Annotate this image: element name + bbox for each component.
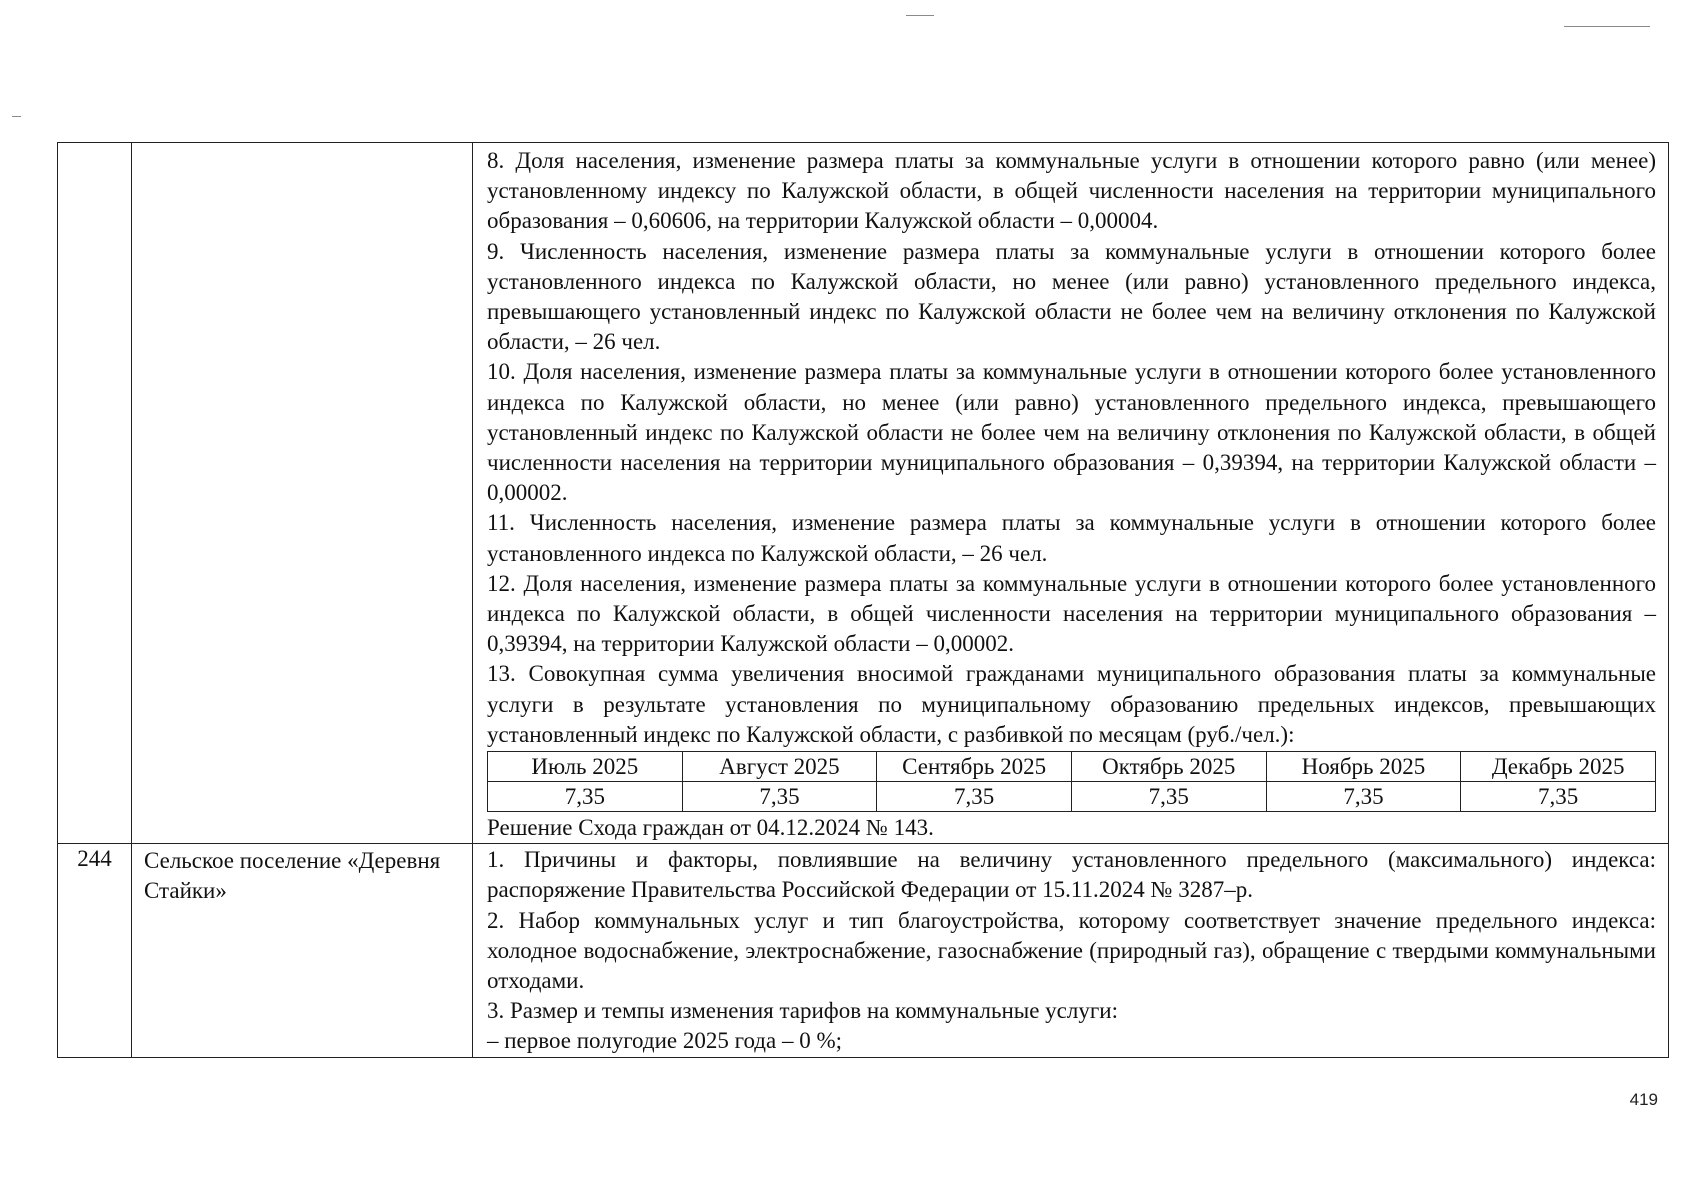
description-cell [473, 143, 1669, 844]
row-number-cell: 244 [58, 844, 132, 1057]
municipality-name-cell: Сельское поселение «Деревня Стайки» [132, 844, 473, 1057]
paragraph-13: 13. Совокупная сумма увеличения вносимой гражданами муниципального образования платы за коммунальные услуги в результате установления по муниципальному образованию предельных индексов, превышающих установленный индекс по Калужской области, с разбивкой по месяцам (руб./чел.): [487, 661, 1656, 747]
month-header: Ноябрь 2025 [1266, 752, 1461, 782]
scan-mark [1564, 26, 1650, 27]
month-header: Июль 2025 [488, 752, 683, 782]
paragraph-11: 11. Численность населения, изменение размера платы за коммунальные услуги в отношении которого более установленного индекса по Калужской области, – 26 чел. [487, 510, 1656, 566]
month-value: 7,35 [1461, 782, 1656, 812]
paragraph-3: 3. Размер и темпы изменения тарифов на коммунальные услуги: [487, 998, 1118, 1024]
municipality-name-cell [132, 143, 473, 844]
month-value: 7,35 [1266, 782, 1461, 812]
monthly-increase-table [487, 751, 1656, 812]
table-row [58, 844, 1669, 1057]
paragraph-2: 2. Набор коммунальных услуг и тип благоустройства, которому соответствует значение предельного индекса: холодное водоснабжение, электроснабжение, газоснабжение (природный газ), обращение с твердыми коммунальными отходами. [487, 907, 1656, 994]
month-header: Декабрь 2025 [1461, 752, 1656, 782]
scan-mark [12, 116, 21, 117]
month-header: Октябрь 2025 [1071, 752, 1266, 782]
indices-table [57, 142, 1669, 1058]
paragraph-12: 12. Доля населения, изменение размера платы за коммунальные услуги в отношении которого более установленного индекса по Калужской области, в общей численности населения на территории муниципального образования – 0,39394, на территории Калужской области – 0,00002. [487, 570, 1656, 657]
paragraph-10: 10. Доля населения, изменение размера платы за коммунальные услуги в отношении которого более установленного индекса по Калужской области, но менее (или равно) установленного предельного индекса, превышающего установленный индекс по Калужской области не более чем на величину отклонения по Калужской области, в общей численности населения на территории муниципального образования – 0,39394, на территории Калужской области – 0,00002. [487, 359, 1656, 506]
months-header-row [488, 752, 1656, 782]
month-header: Август 2025 [682, 752, 877, 782]
page-number: 419 [1629, 1090, 1658, 1109]
paragraph-1: 1. Причины и факторы, повлиявшие на величину установленного предельного (максимального) индекса: распоряжение Правительства Российской Федерации от 15.11.2024 № 3287–р. [487, 847, 1656, 903]
month-value: 7,35 [1071, 782, 1266, 812]
paragraph-8: 8. Доля населения, изменение размера платы за коммунальные услуги в отношении которого равно (или менее) установленному индексу по Калужской области, в общей численности населения на территории муниципального образования – 0,60606, на территории Калужской области – 0,00004. [487, 148, 1656, 234]
month-value: 7,35 [488, 782, 683, 812]
months-values-row [488, 782, 1656, 812]
row-number-cell [58, 143, 132, 844]
paragraph-9: 9. Численность населения, изменение размера платы за коммунальные услуги в отношении которого более установленного индекса по Калужской области, но менее (или равно) установленного предельного индекса, превышающего установленный индекс по Калужской области не более чем на величину отклонения по Калужской области, – 26 чел. [487, 238, 1656, 355]
scan-mark [906, 15, 934, 16]
month-header: Сентябрь 2025 [877, 752, 1072, 782]
month-value: 7,35 [877, 782, 1072, 812]
paragraph-3-item: – первое полугодие 2025 года – 0 %; [487, 1028, 843, 1054]
month-value: 7,35 [682, 782, 877, 812]
decision-reference: Решение Схода граждан от 04.12.2024 № 143. [487, 815, 934, 841]
description-cell [473, 844, 1669, 1057]
table-row [58, 143, 1669, 844]
